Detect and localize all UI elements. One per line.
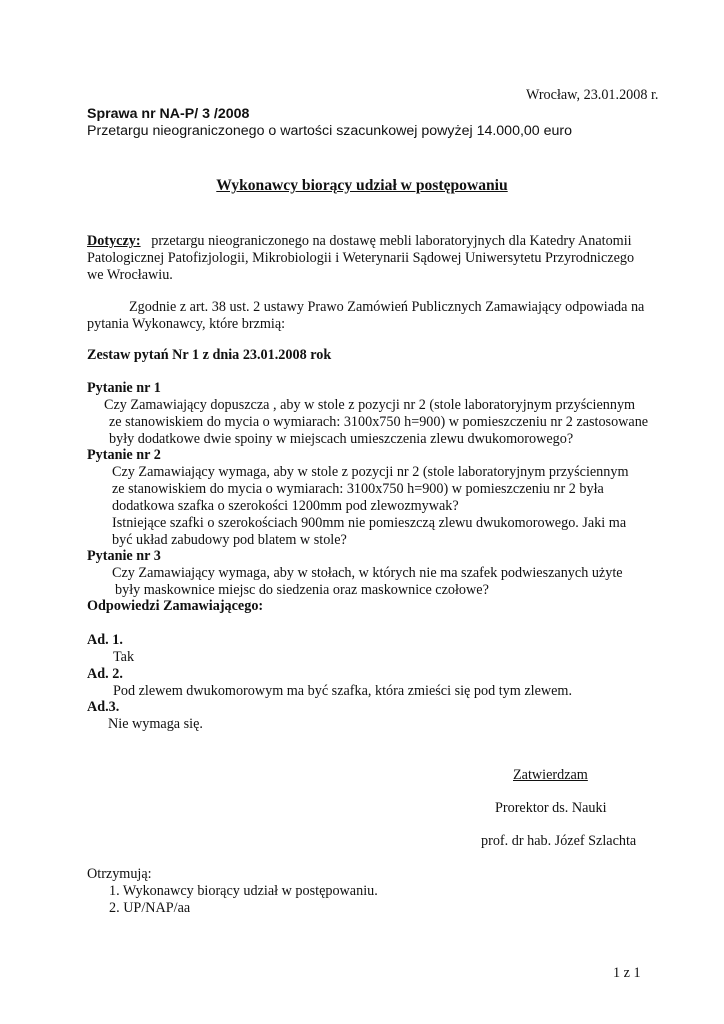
answers-title: Odpowiedzi Zamawiającego:: [87, 598, 264, 614]
approval-name: prof. dr hab. Józef Szlachta: [481, 833, 637, 849]
intro-line-2: pytania Wykonawcy, które brzmią:: [87, 316, 286, 332]
question-2-label: Pytanie nr 2: [87, 447, 161, 463]
question-2-line-3: dodatkowa szafka o szerokości 1200mm pod zlewozmywak?: [112, 498, 459, 514]
answer-2-label: Ad. 2.: [87, 666, 123, 682]
intro-line-1: Zgodnie z art. 38 ust. 2 ustawy Prawo Zamówień Publicznych Zamawiający odpowiada na: [129, 299, 645, 315]
page-number: 1 z 1: [613, 965, 641, 981]
subject-line-1: [87, 233, 632, 251]
question-1-line-3: były dodatkowe dwie spoiny w miejscach umieszczenia zlewu dwukomorowego?: [109, 431, 574, 447]
answer-3-text: Nie wymaga się.: [108, 716, 203, 732]
page-title: Wykonawcy biorący udział w postępowaniu: [216, 177, 508, 194]
recipients-label: Otrzymują:: [87, 866, 152, 882]
question-2-line-4: Istniejące szafki o szerokościach 900mm nie pomieszczą zlewu dwukomorowego. Jaki ma: [112, 515, 627, 531]
recipient-item-2: 2. UP/NAP/aa: [109, 900, 191, 916]
question-3-line-2: były maskownice miejsc do siedzenia oraz maskownice czołowe?: [115, 582, 489, 598]
question-2-line-2: ze stanowiskiem do mycia o wymiarach: 3100x750 h=900) w pomieszczeniu nr 2 była: [112, 481, 604, 497]
question-1-label: Pytanie nr 1: [87, 380, 161, 396]
answer-3-label: Ad.3.: [87, 699, 120, 715]
answer-1-label: Ad. 1.: [87, 632, 123, 648]
subject-label: Dotyczy:: [87, 233, 141, 249]
subject-line-3: we Wrocławiu.: [87, 267, 173, 283]
question-1-line-2: ze stanowiskiem do mycia o wymiarach: 3100x750 h=900) w pomieszczeniu nr 2 zastosowane: [109, 414, 649, 430]
question-set-title: Zestaw pytań Nr 1 z dnia 23.01.2008 rok: [87, 347, 332, 363]
question-1-line-1: Czy Zamawiający dopuszcza , aby w stole z pozycji nr 2 (stole laboratoryjnym przyściennym: [104, 397, 636, 413]
recipient-item-1: 1. Wykonawcy biorący udział w postępowaniu.: [109, 883, 378, 899]
answer-2-text: Pod zlewem dwukomorowym ma być szafka, która zmieści się pod tym zlewem.: [113, 683, 573, 699]
approval-label: Zatwierdzam: [513, 767, 588, 783]
subject-line-2: Patologicznej Patofizjologii, Mikrobiologii i Weterynarii Sądowej Uniwersytetu Przyrodniczego: [87, 250, 635, 266]
question-3-line-1: Czy Zamawiający wymaga, aby w stołach, w których nie ma szafek podwieszanych użyte: [112, 565, 623, 581]
document-date: Wrocław, 23.01.2008 r.: [526, 87, 659, 103]
subject-text: przetargu nieograniczonego na dostawę mebli laboratoryjnych dla Katedry Anatomii: [151, 233, 632, 249]
case-number: Sprawa nr NA-P/ 3 /2008: [87, 106, 250, 122]
question-2-line-1: Czy Zamawiający wymaga, aby w stole z pozycji nr 2 (stole laboratoryjnym przyściennym: [112, 464, 629, 480]
answer-1-text: Tak: [113, 649, 135, 665]
approval-position: Prorektor ds. Nauki: [495, 800, 607, 816]
question-3-label: Pytanie nr 3: [87, 548, 161, 564]
question-2-line-5: być układ zabudowy pod blatem w stole?: [112, 532, 347, 548]
tender-subtitle: Przetargu nieograniczonego o wartości szacunkowej powyżej 14.000,00 euro: [87, 123, 573, 139]
